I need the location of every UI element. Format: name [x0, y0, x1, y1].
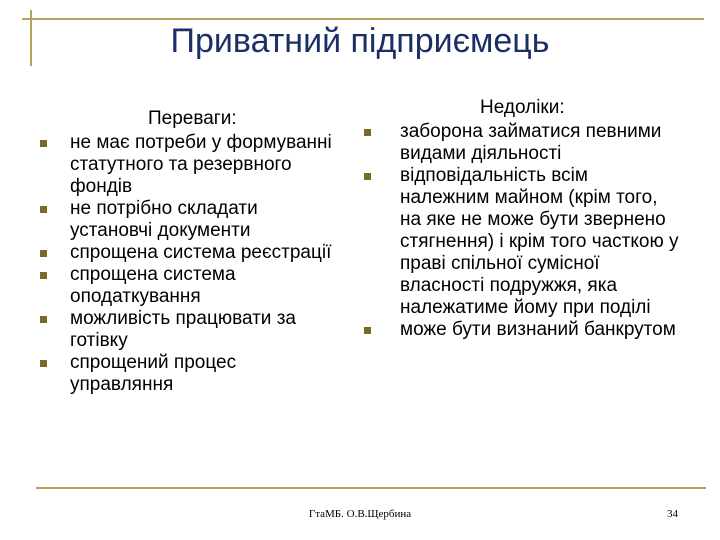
disadvantages-column	[362, 97, 682, 341]
list-item: не потрібно складати установчі документи	[40, 198, 340, 242]
slide-title: Приватний підприємець	[170, 22, 550, 60]
list-item: не має потреби у формуванні статутного та резервного фондів	[40, 132, 340, 198]
square-bullet-icon	[364, 327, 371, 334]
square-bullet-icon	[364, 129, 371, 136]
advantages-column	[40, 108, 340, 396]
list-item: спрощений процес управляння	[40, 352, 340, 396]
list-item: можливість працювати за готівку	[40, 308, 340, 352]
frame-top-line	[22, 18, 704, 20]
square-bullet-icon	[40, 140, 47, 147]
footer-author: ГтаМБ. О.В.Щербина	[308, 508, 412, 520]
square-bullet-icon	[40, 206, 47, 213]
disadvantages-list	[362, 121, 682, 341]
square-bullet-icon	[364, 173, 371, 180]
square-bullet-icon	[40, 316, 47, 323]
square-bullet-icon	[40, 272, 47, 279]
square-bullet-icon	[40, 360, 47, 367]
list-item: заборона займатися певними видами діяльності	[362, 121, 682, 165]
list-item: відповідальність всім належним майном (крім того, на яке не може бути звернено стягнення) і крім того часткою у праві спільної сумісної власності подружжя, яка належатиме йому при поділі	[362, 165, 682, 319]
footer-divider	[36, 487, 706, 489]
advantages-heading: Переваги:	[148, 108, 237, 129]
disadvantages-heading: Недоліки:	[480, 97, 565, 118]
list-item: може бути визнаний банкрутом	[362, 319, 682, 341]
advantages-list	[40, 132, 340, 396]
square-bullet-icon	[40, 250, 47, 257]
page-number: 34	[667, 508, 678, 520]
list-item: спрощена система реєстрації	[40, 242, 340, 264]
list-item: спрощена система оподаткування	[40, 264, 340, 308]
